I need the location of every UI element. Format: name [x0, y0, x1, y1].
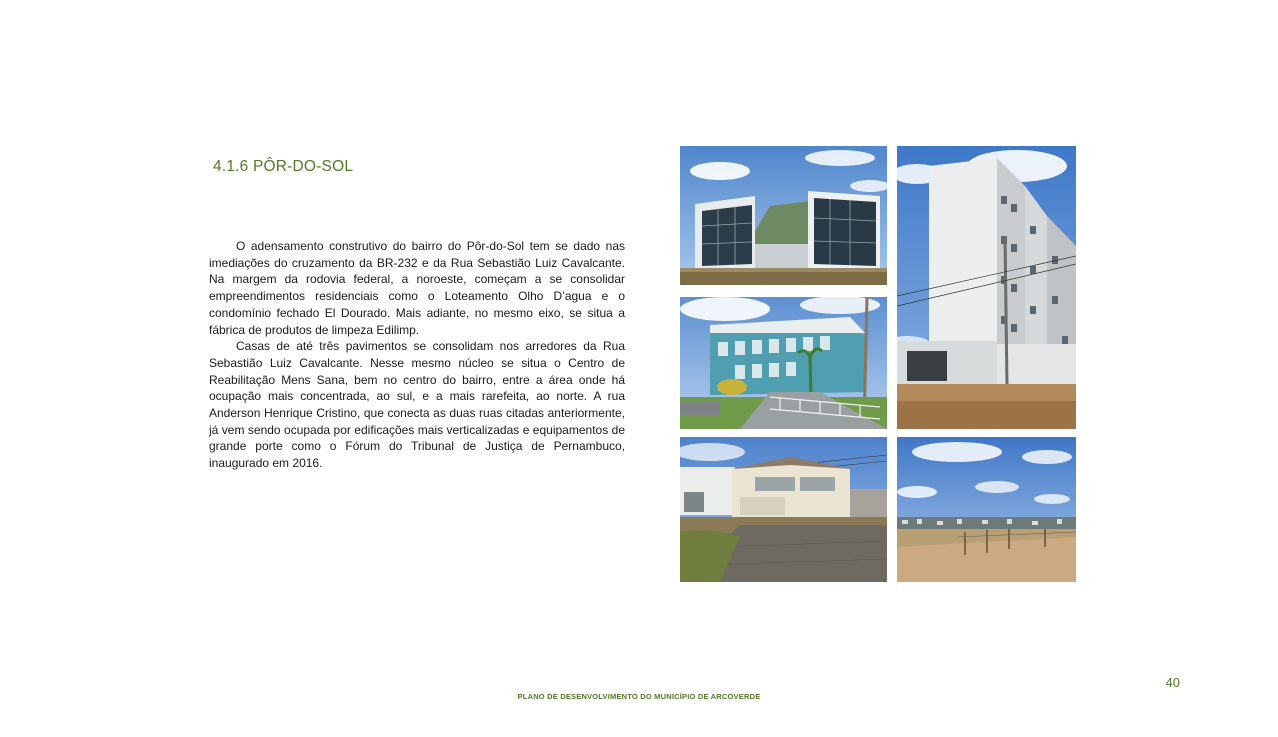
- body-text: [209, 238, 625, 472]
- photo-office-building: [680, 146, 887, 285]
- footer-title: PLANO DE DESENVOLVIMENTO DO MUNICÍPIO DE ARCOVERDE: [517, 692, 761, 701]
- page-number: 40: [1165, 675, 1180, 690]
- paragraph-1: O adensamento construtivo do bairro do Pôr-do-Sol tem se dado nas imediações do cruzamento da BR-232 e da Rua Sebastião Luiz Cavalcante. Na margem da rodovia federal, a noroeste, começam a se consolidar empreendimentos residenciais como o Loteamento Olho D’agua e o condomínio fechado El Dourado. Mais adiante, no mesmo eixo, se situa a fábrica de produtos de limpeza Edilimp.: [209, 239, 625, 337]
- paragraph-2: Casas de até três pavimentos se consolidam nos arredores da Rua Sebastião Luiz Cavalcante. Nesse mesmo núcleo se situa o Centro de Reabilitação Mens Sana, bem no centro do bairro, entre a área onde há ocupação mais concentrada, ao sul, e a mais rarefeita, ao norte. A rua Anderson Henrique Cristino, que conecta as duas ruas citadas anteriormente, já vem sendo ocupada por edificações mais verticalizadas e equipamentos de grande porte como o Fórum do Tribunal de Justiça de Pernambuco, inaugurado em 2016.: [209, 339, 625, 471]
- photo-open-field: [897, 437, 1076, 582]
- photo-houses-street: [680, 437, 887, 582]
- photo-apartment-tower: [897, 146, 1076, 429]
- section-title: 4.1.6 PÔR-DO-SOL: [213, 158, 354, 175]
- photo-rehabilitation-center: [680, 297, 887, 429]
